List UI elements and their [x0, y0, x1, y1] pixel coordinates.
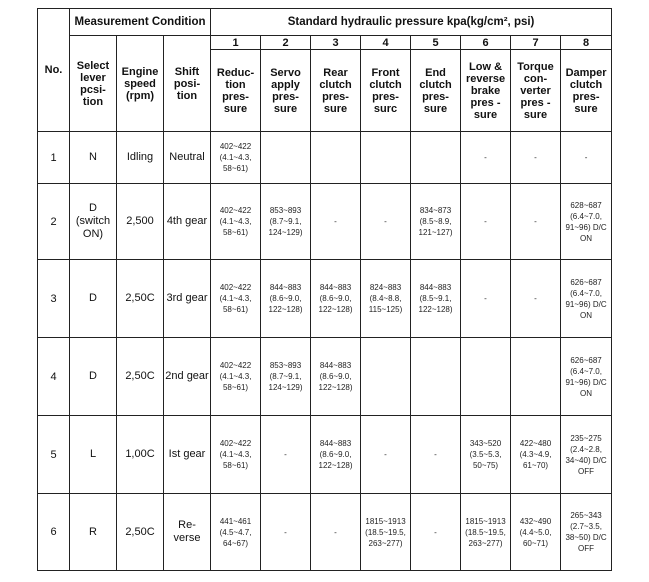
- pressure-cell: 844~883 (8.6~9.0, 122~128): [311, 338, 361, 416]
- engine-speed-cell: 2,50C: [117, 260, 164, 338]
- pressure-cell: -: [361, 184, 411, 260]
- select-lever-cell: N: [70, 132, 117, 184]
- pressure-cell: -: [261, 494, 311, 571]
- pressure-cell: 265~343 (2.7~3.5, 38~50) D/C OFF: [561, 494, 612, 571]
- header-engine-speed: Engine speed (rpm): [117, 36, 164, 132]
- col-number: 6: [461, 36, 511, 50]
- pressure-cell: 853~893 (8.7~9.1, 124~129): [261, 338, 311, 416]
- col-label: Front clutch pres-surc: [361, 50, 411, 132]
- pressure-cell: 844~883 (8.6~9.0, 122~128): [311, 416, 361, 494]
- col-label: Reduc-tion pres-sure: [211, 50, 261, 132]
- hydraulic-pressure-table: [37, 8, 612, 571]
- select-lever-cell: D (switch ON): [70, 184, 117, 260]
- table-row: [38, 132, 612, 184]
- pressure-cell: [411, 132, 461, 184]
- pressure-cell: 235~275 (2.4~2.8, 34~40) D/C OFF: [561, 416, 612, 494]
- header-shift-position: Shift posi-tion: [164, 36, 211, 132]
- pressure-cell: 402~422 (4.1~4.3, 58~61): [211, 184, 261, 260]
- pressure-cell: 626~687 (6.4~7.0, 91~96) D/C ON: [561, 338, 612, 416]
- col-number: 7: [511, 36, 561, 50]
- pressure-cell: 853~893 (8.7~9.1, 124~129): [261, 184, 311, 260]
- engine-speed-cell: 2,500: [117, 184, 164, 260]
- pressure-cell: -: [411, 494, 461, 571]
- pressure-cell: 628~687 (6.4~7.0, 91~96) D/C ON: [561, 184, 612, 260]
- pressure-cell: -: [461, 132, 511, 184]
- header-no: No.: [38, 9, 70, 132]
- col-label: Torque con-verter pres -sure: [511, 50, 561, 132]
- table-row: [38, 494, 612, 571]
- pressure-cell: [411, 338, 461, 416]
- pressure-cell: 844~883 (8.6~9.0, 122~128): [311, 260, 361, 338]
- pressure-cell: 343~520 (3.5~5.3, 50~75): [461, 416, 511, 494]
- col-label: End clutch pres-sure: [411, 50, 461, 132]
- row-number: 4: [38, 338, 70, 416]
- header-standard-pressure: Standard hydraulic pressure kpa(kg/cm², psi): [211, 9, 612, 36]
- pressure-cell: [361, 132, 411, 184]
- col-number: 2: [261, 36, 311, 50]
- table-row: [38, 184, 612, 260]
- row-number: 6: [38, 494, 70, 571]
- engine-speed-cell: Idling: [117, 132, 164, 184]
- pressure-cell: 432~490 (4.4~5.0, 60~71): [511, 494, 561, 571]
- pressure-cell: -: [411, 416, 461, 494]
- pressure-cell: 402~422 (4.1~4.3, 58~61): [211, 260, 261, 338]
- pressure-cell: [461, 338, 511, 416]
- pressure-cell: 834~873 (8.5~8.9, 121~127): [411, 184, 461, 260]
- table-row: [38, 338, 612, 416]
- pressure-cell: 422~480 (4.3~4.9, 61~70): [511, 416, 561, 494]
- shift-position-cell: 3rd gear: [164, 260, 211, 338]
- row-number: 3: [38, 260, 70, 338]
- col-number: 5: [411, 36, 461, 50]
- pressure-cell: -: [511, 260, 561, 338]
- shift-position-cell: Ist gear: [164, 416, 211, 494]
- pressure-cell: 402~422 (4.1~4.3, 58~61): [211, 338, 261, 416]
- pressure-cell: 441~461 (4.5~4.7, 64~67): [211, 494, 261, 571]
- pressure-cell: 1815~1913 (18.5~19.5, 263~277): [361, 494, 411, 571]
- pressure-cell: -: [511, 184, 561, 260]
- shift-position-cell: 2nd gear: [164, 338, 211, 416]
- col-label: Rear clutch pres-sure: [311, 50, 361, 132]
- select-lever-cell: R: [70, 494, 117, 571]
- pressure-cell: 824~883 (8.4~8.8, 115~125): [361, 260, 411, 338]
- col-number: 4: [361, 36, 411, 50]
- pressure-cell: [311, 132, 361, 184]
- col-number: 8: [561, 36, 612, 50]
- engine-speed-cell: 1,00C: [117, 416, 164, 494]
- engine-speed-cell: 2,50C: [117, 494, 164, 571]
- pressure-cell: 626~687 (6.4~7.0, 91~96) D/C ON: [561, 260, 612, 338]
- pressure-cell: 402~422 (4.1~4.3, 58~61): [211, 416, 261, 494]
- header-measurement-condition: Measurement Condition: [70, 9, 211, 36]
- row-number: 1: [38, 132, 70, 184]
- col-label: Servo apply pres-sure: [261, 50, 311, 132]
- col-number: 1: [211, 36, 261, 50]
- table-row: [38, 260, 612, 338]
- col-number: 3: [311, 36, 361, 50]
- pressure-cell: 844~883 (8.6~9.0, 122~128): [261, 260, 311, 338]
- row-number: 5: [38, 416, 70, 494]
- select-lever-cell: D: [70, 338, 117, 416]
- col-label: Damper clutch pres-sure: [561, 50, 612, 132]
- pressure-cell: -: [311, 184, 361, 260]
- col-label: Low & reverse brake pres -sure: [461, 50, 511, 132]
- pressure-cell: -: [461, 260, 511, 338]
- pressure-cell: -: [561, 132, 612, 184]
- engine-speed-cell: 2,50C: [117, 338, 164, 416]
- pressure-cell: 844~883 (8.5~9.1, 122~128): [411, 260, 461, 338]
- pressure-cell: [511, 338, 561, 416]
- shift-position-cell: 4th gear: [164, 184, 211, 260]
- pressure-cell: [361, 338, 411, 416]
- header-select-lever: Select lever pcsi-tion: [70, 36, 117, 132]
- pressure-cell: 402~422 (4.1~4.3, 58~61): [211, 132, 261, 184]
- shift-position-cell: Re-verse: [164, 494, 211, 571]
- pressure-cell: -: [361, 416, 411, 494]
- shift-position-cell: Neutral: [164, 132, 211, 184]
- pressure-cell: -: [261, 416, 311, 494]
- select-lever-cell: D: [70, 260, 117, 338]
- pressure-cell: -: [511, 132, 561, 184]
- pressure-cell: [261, 132, 311, 184]
- table-row: [38, 416, 612, 494]
- pressure-cell: -: [461, 184, 511, 260]
- select-lever-cell: L: [70, 416, 117, 494]
- row-number: 2: [38, 184, 70, 260]
- pressure-cell: 1815~1913 (18.5~19.5, 263~277): [461, 494, 511, 571]
- pressure-cell: -: [311, 494, 361, 571]
